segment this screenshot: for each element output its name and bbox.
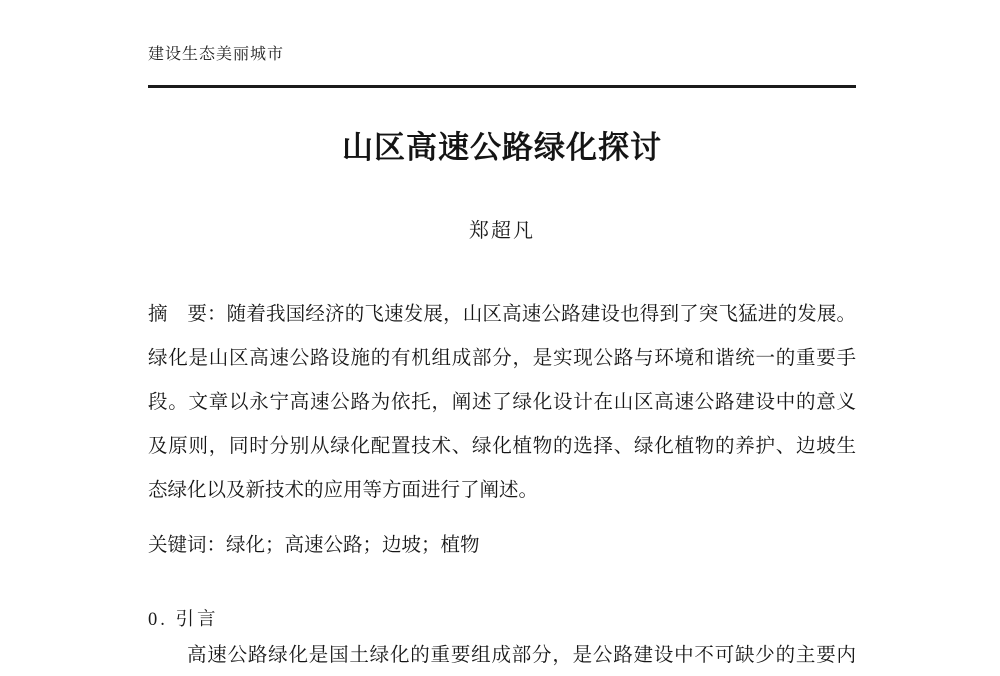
text-column <box>148 0 856 676</box>
body-text-first-line: 高速公路绿化是国土绿化的重要组成部分，是公路建设中不可缺少的主要内 <box>187 645 856 666</box>
author-name: 郑超凡 <box>469 220 535 242</box>
abstract-line: 绿化是山区高速公路设施的有机组成部分，是实现公路与环境和谐统一的重要手 <box>148 348 856 369</box>
section-heading-introduction: 0. 引言 <box>148 610 219 630</box>
abstract-line: 及原则，同时分别从绿化配置技术、绿化植物的选择、绿化植物的养护、边坡生 <box>148 436 856 457</box>
keywords-line: 关键词：绿化；高速公路；边坡；植物 <box>148 535 480 556</box>
header-rule <box>148 85 856 88</box>
running-head: 建设生态美丽城市 <box>148 46 285 63</box>
abstract-line: 段。文章以永宁高速公路为依托，阐述了绿化设计在山区高速公路建设中的意义 <box>148 392 856 413</box>
abstract-line: 摘 要：随着我国经济的飞速发展，山区高速公路建设也得到了突飞猛进的发展。 <box>148 304 856 325</box>
article-title: 山区高速公路绿化探讨 <box>342 130 662 165</box>
abstract-paragraph <box>148 293 856 513</box>
abstract-line: 态绿化以及新技术的应用等方面进行了阐述。 <box>148 480 539 501</box>
